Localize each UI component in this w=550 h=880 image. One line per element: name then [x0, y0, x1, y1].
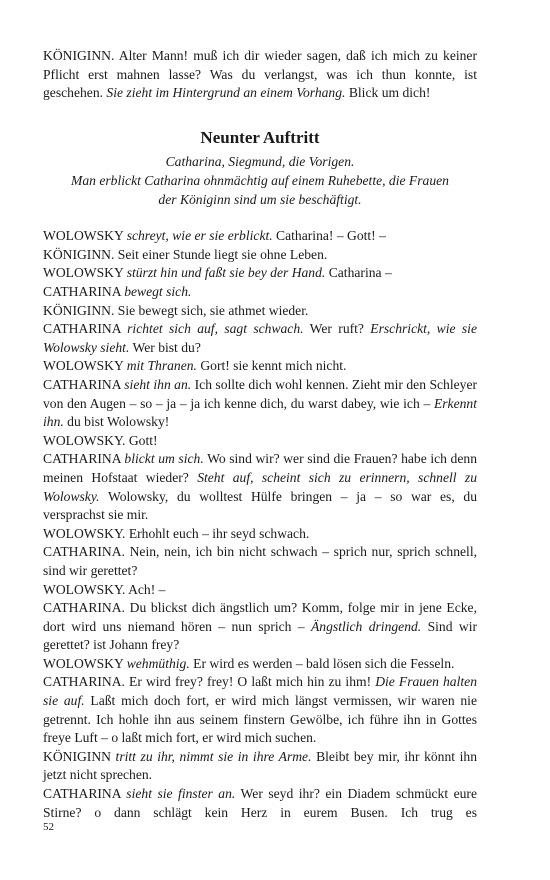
speech-line: CATHARINA bewegt sich.	[43, 284, 192, 299]
scene-title: Neunter Auftritt	[200, 128, 320, 148]
speech-line: KÖNIGINN. Seit einer Stunde liegt sie ohne Leben.	[43, 246, 328, 262]
speech-line: WOLOWSKY. Erhohlt euch – ihr seyd schwach.	[43, 525, 310, 541]
speech-line: WOLOWSKY wehmüthig. Er wird es werden – bald lösen sich die Fesseln.	[43, 655, 455, 671]
speech-line: WOLOWSKY. Ach! –	[43, 581, 166, 597]
scene-cast: Catharina, Siegmund, die Vorigen.	[165, 154, 355, 170]
speech-line: CATHARINA richtet sich auf, sagt schwach. Wer ruft? Erschrickt, wie sie Wolowsky sieht. Wer bist du?	[43, 321, 477, 355]
speech-line: CATHARINA sieht ihn an. Ich sollte dich wohl kennen. Zieht mir den Schleyer von den Augen – so – ja – ja ich kenne dich, du warst dabey, wie ich – Erkennt ihn. du bist Wolowsky!	[43, 376, 477, 430]
speech-line: WOLOWSKY mit Thranen. Gort! sie kennt mich nicht.	[43, 358, 347, 374]
speech-line: WOLOWSKY schreyt, wie er sie erblickt. Catharina! – Gott! –	[43, 228, 386, 244]
page-number: 52	[43, 821, 54, 833]
opening-text: KÖNIGINN. Alter Mann! muß ich dir wieder sagen, daß ich mich zu keiner Pflicht erst mahnen lasse? Was du verlangst, was ich thun konnte, ist geschehen.	[43, 48, 477, 101]
document-page	[43, 47, 477, 822]
speech-line: CATHARINA blickt um sich. Wo sind wir? wer sind die Frauen? habe ich denn meinen Hofstaat wieder? Steht auf, scheint sich zu erinnern, schnell zu Wolowsky. Wolowsky, du wolltest Hülfe bringen – ja – so war es, du versprachst sie mir.	[43, 451, 477, 523]
opening-stage-direction: Sie zieht im Hintergrund an einem Vorhang.	[106, 85, 346, 101]
speech-line: KÖNIGINN. Sie bewegt sich, sie athmet wieder.	[43, 302, 309, 318]
speech-line: CATHARINA. Er wird frey? frey! O laßt mich hin zu ihm! Die Frauen halten sie auf. Laßt mich doch fort, er wird mich längst vermissen, wir waren nie getrennt. Ich hohle ihn aus seinem finstern Gewölbe, ich führe ihn in Gottes freye Luft – o laßt mich fort, er wird mich suchen.	[43, 674, 477, 746]
dialogue	[43, 227, 477, 822]
speech-line: CATHARINA. Nein, nein, ich bin nicht schwach – sprich nur, sprich schnell, sind wir gerettet?	[43, 544, 477, 578]
speech-line: KÖNIGINN tritt zu ihr, nimmt sie in ihre Arme. Bleibt bey mir, ihr könnt ihn jetzt nicht sprechen.	[43, 748, 477, 783]
opening-paragraph	[43, 47, 477, 103]
speech-line: WOLOWSKY stürzt hin und faßt sie bey der Hand. Catharina –	[43, 265, 392, 281]
scene-direction-line-1: Man erblickt Catharina ohnmächtig auf einem Ruhebette, die Frauen	[71, 172, 449, 188]
speech-line: CATHARINA sieht sie finster an. Wer seyd ihr? ein Diadem schmückt eure Stirne? o dann schlägt kein Herz in eurem Busen. Ich trug es	[43, 786, 477, 820]
speech-line: WOLOWSKY. Gott!	[43, 432, 158, 448]
scene-direction-line-2: der Königinn sind um sie beschäftigt.	[158, 191, 362, 207]
spacer	[43, 209, 477, 227]
speech-line: CATHARINA. Du blickst dich ängstlich um? Komm, folge mir in jene Ecke, dort wird uns niemand hören – nun sprich – Ängstlich dringend. Sind wir gerettet? ist Johann frey?	[43, 600, 477, 653]
opening-text-end: Blick um dich!	[348, 85, 431, 101]
